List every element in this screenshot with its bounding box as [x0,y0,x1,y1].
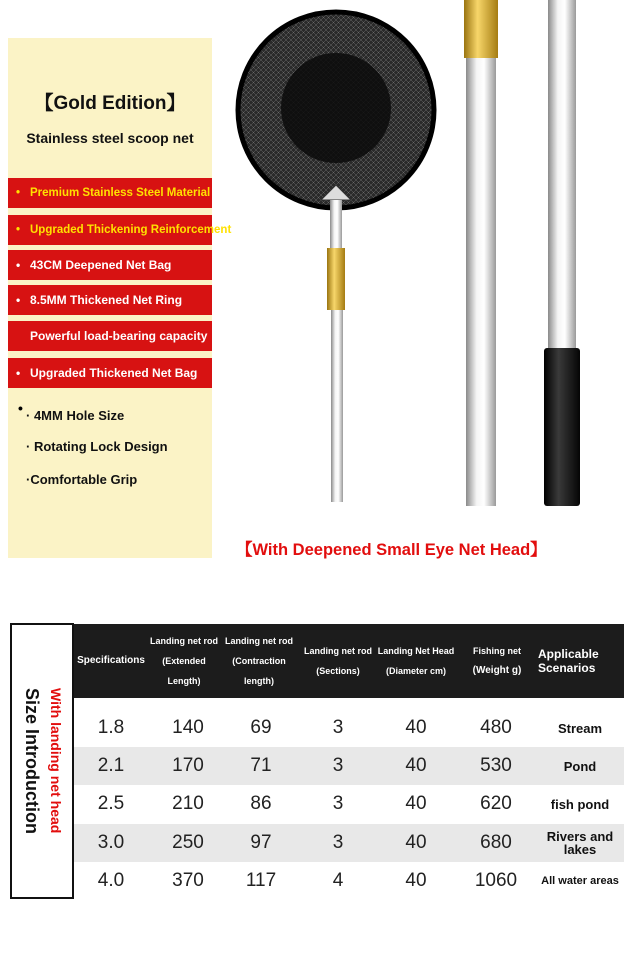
header-line1: Specifications [77,655,145,666]
table-row [74,824,624,862]
size-table-header [74,624,624,698]
feature-panel [8,38,232,558]
table-row [74,709,624,747]
header-applicable-scenarios [538,624,622,698]
feature-bar-2 [8,215,232,245]
cell-weight: 480 [480,717,512,738]
cell-scenario: Rivers and lakes [546,829,614,857]
cell-contracted: 117 [245,870,277,891]
cell-scenario: Pond [563,758,597,774]
feature-text: Premium Stainless Steel Material [30,187,211,199]
header-line1: Fishing net [473,646,521,656]
cell-weight: 620 [480,793,512,814]
feature-bullet: • [16,187,21,199]
plain-feature-1: · 4MM Hole Size [26,408,125,423]
header-net-head-diameter [376,624,456,698]
header-line2: Scenarios [538,661,596,675]
cell-spec: 2.5 [97,793,125,814]
landing-net-rod-3 [544,0,580,506]
table-row [74,785,624,823]
cell-diameter: 40 [405,793,427,814]
feature-bar-3 [8,250,212,280]
cell-weight: 1060 [474,870,518,891]
feature-bullet: • [16,258,21,272]
cell-weight: 680 [480,832,512,853]
table-row [74,862,624,900]
feature-bar-1 [8,178,212,208]
cell-sections: 4 [332,870,344,891]
cell-contracted: 69 [250,717,272,738]
cell-extended: 140 [172,717,204,738]
feature-bullet: • [16,366,21,380]
feature-text: 8.5MM Thickened Net Ring [30,293,183,307]
header-line2: (Contraction length) [232,656,286,686]
feature-bullet: • [16,224,21,236]
feature-text: Upgraded Thickening Reinforcement [30,224,232,236]
cell-extended: 370 [172,870,204,891]
cell-contracted: 71 [250,755,272,776]
cell-sections: 3 [332,717,344,738]
feature-text: Upgraded Thickened Net Bag [30,366,198,380]
plain-feature-2: · Rotating Lock Design [26,439,168,454]
net-head [238,12,434,208]
cell-spec: 3.0 [97,832,125,853]
header-line2: (Extended Length) [162,656,206,686]
cell-diameter: 40 [405,870,427,891]
cell-scenario: All water areas [541,874,619,887]
header-line1: Landing net rod [150,636,218,646]
header-line1: Landing Net Head [377,646,455,656]
panel-subtitle: Stainless steel scoop net [26,130,194,146]
cell-spec: 1.8 [97,717,125,738]
cell-diameter: 40 [405,717,427,738]
cell-extended: 170 [172,755,204,776]
image-caption: 【With Deepened Small Eye Net Head】 [236,541,547,559]
landing-net-rod-2 [464,0,498,506]
header-line2: (Sections) [316,666,360,676]
cell-diameter: 40 [405,832,427,853]
header-line2: (Diameter cm) [385,666,447,676]
plain-bullet: • [18,400,23,416]
feature-bar-4 [8,285,212,315]
plain-feature-3: ·Comfortable Grip [26,472,138,487]
header-line1: Applicable [538,647,599,661]
feature-bullet: • [16,293,21,307]
landing-net-head-subtitle: With landing net head [48,688,64,834]
cell-scenario: fish pond [550,796,610,812]
table-row [74,747,624,785]
cell-contracted: 97 [250,832,272,853]
header-contraction-length [222,624,296,698]
size-introduction-title: Size Introduction [22,688,42,834]
header-line2: (Weight g) [472,665,522,676]
panel-title: 【Gold Edition】 [34,93,186,114]
cell-diameter: 40 [405,755,427,776]
landing-net-rod-1 [327,200,345,502]
cell-scenario: Stream [557,720,603,736]
cell-sections: 3 [332,755,344,776]
header-line1: Landing net rod [304,646,372,656]
feature-text: Powerful load-bearing capacity [30,329,208,343]
size-table-side-label [10,623,74,899]
header-line1: Landing net rod [225,636,293,646]
cell-sections: 3 [332,832,344,853]
cell-extended: 210 [172,793,204,814]
feature-bar-6 [8,358,212,388]
landing-net-illustration [226,0,626,530]
header-specifications [74,624,148,698]
cell-sections: 3 [332,793,344,814]
header-sections [300,624,376,698]
cell-spec: 4.0 [97,870,125,891]
cell-spec: 2.1 [97,755,125,776]
feature-bar-5 [8,321,212,351]
header-net-weight [458,624,536,698]
header-extended-length [146,624,222,698]
cell-extended: 250 [172,832,204,853]
feature-text: 43CM Deepened Net Bag [30,258,172,272]
cell-contracted: 86 [250,793,272,814]
cell-weight: 530 [480,755,512,776]
